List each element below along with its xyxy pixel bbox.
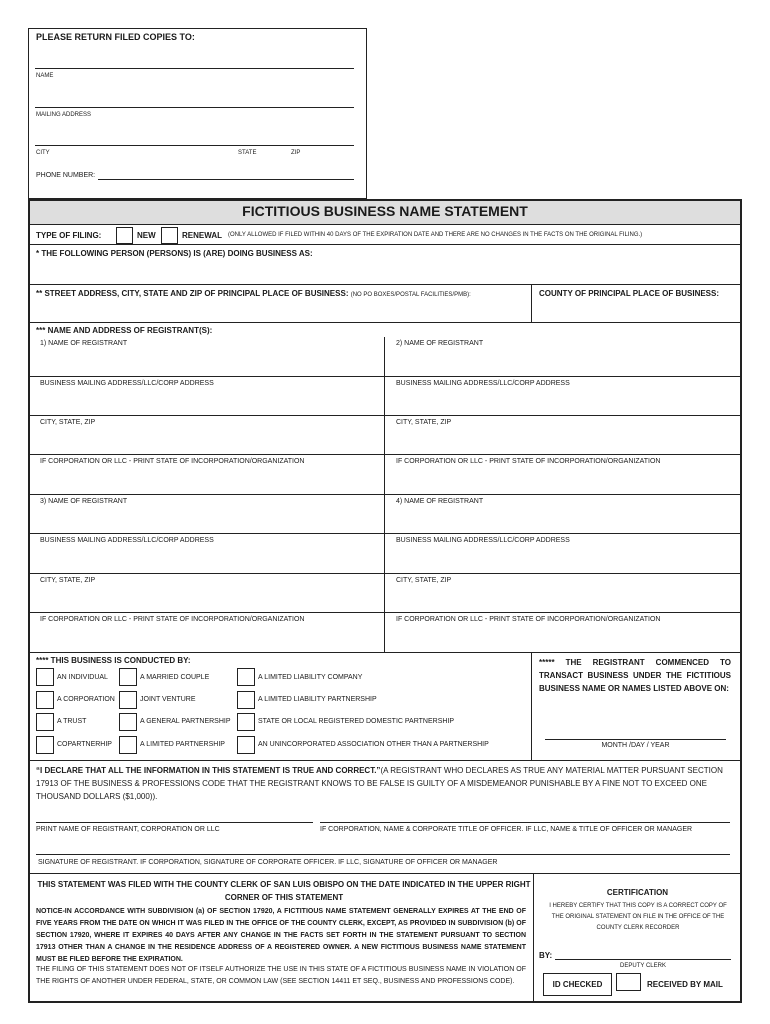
general-partnership-label: A GENERAL PARTNERSHIP	[140, 718, 231, 725]
registrant-3-name[interactable]: 3) NAME OF REGISTRANT	[40, 498, 128, 505]
print-name-line[interactable]	[36, 822, 313, 823]
person-heading: * THE FOLLOWING PERSON (PERSONS) IS (ARE) DOING BUSINESS AS:	[36, 249, 313, 258]
llp-checkbox[interactable]	[237, 691, 255, 709]
name-label: NAME	[36, 73, 54, 79]
copartnership-checkbox[interactable]	[36, 736, 54, 754]
mailing-address-line[interactable]	[35, 107, 354, 108]
general-partnership-checkbox[interactable]	[119, 713, 137, 731]
registrant-4-address[interactable]: BUSINESS MAILING ADDRESS/LLC/CORP ADDRESS	[396, 537, 570, 544]
conducted-heading: **** THIS BUSINESS IS CONDUCTED BY:	[36, 656, 191, 665]
id-checked-checkbox[interactable]	[616, 973, 641, 991]
registrant-2-name[interactable]: 2) NAME OF REGISTRANT	[396, 340, 484, 347]
commenced-date-label: MONTH /DAY / YEAR	[601, 742, 670, 749]
filing-heading: THIS STATEMENT WAS FILED WITH THE COUNTY CLERK OF SAN LUIS OBISPO ON THE DATE INDICATED IN THE UPPER RIGHT CORNER OF THIS STATEMENT	[37, 880, 531, 902]
received-by-mail-label: RECEIVED BY MAIL	[647, 980, 723, 989]
unincorporated-association-checkbox[interactable]	[237, 736, 255, 754]
individual-label: AN INDIVIDUAL	[57, 674, 108, 681]
limited-partnership-label: A LIMITED PARTNERSHIP	[140, 741, 225, 748]
phone-label: PHONE NUMBER:	[36, 172, 96, 179]
married-couple-checkbox[interactable]	[119, 668, 137, 686]
form-title: FICTITIOUS BUSINESS NAME STATEMENT	[242, 203, 528, 219]
registrant-3-address[interactable]: BUSINESS MAILING ADDRESS/LLC/CORP ADDRESS	[40, 537, 214, 544]
llc-checkbox[interactable]	[237, 668, 255, 686]
type-of-filing-label: TYPE OF FILING:	[36, 231, 102, 240]
corporation-checkbox[interactable]	[36, 691, 54, 709]
individual-checkbox[interactable]	[36, 668, 54, 686]
filing-notice: NOTICE-IN ACCORDANCE WITH SUBDIVISION (a) OF SECTION 17920, A FICTITIOUS NAME STATEMENT GENERALLY EXPIRES AT THE END OF FIVE YEARS FROM THE DATE ON WHICH IT WAS FILED IN THE OFFICE OF THE COUNTY CLERK, EXCEPT, AS PROVIDED IN SUBDIVISION (b) OF SECTION 17920, WHERE IT EXPIRES 40 DAYS AFTER ANY CHANGE IN THE FACTS SET FORTH IN THE STATEMENT PURSUANT TO SECTION 17913 OTHER THAN A CHANGE IN THE RESIDENCE ADDRESS OF A REGISTERED OWNER. A NEW FICTITIOUS BUSINESS NAME STATEMENT MUST BE FILED BEFORE THE EXPIRATION.	[36, 908, 526, 963]
registrant-heading: *** NAME AND ADDRESS OF REGISTRANT(S):	[36, 326, 213, 335]
llc-label: A LIMITED LIABILITY COMPANY	[258, 674, 363, 681]
deputy-clerk-label: DEPUTY CLERK	[620, 963, 666, 969]
commenced-date-line[interactable]	[545, 739, 726, 740]
filing-authorize: THE FILING OF THIS STATEMENT DOES NOT OF ITSELF AUTHORIZE THE USE IN THIS STATE OF A FICTITIOUS BUSINESS NAME IN VIOLATION OF THE RIGHTS OF ANOTHER UNDER FEDERAL, STATE, OR COMMON LAW (SEE SECTION 14411 ET SEQ., BUSINESS AND PROFESSIONS CODE).	[36, 966, 526, 985]
joint-venture-label: JOINT VENTURE	[140, 696, 196, 703]
street-heading-row	[36, 289, 471, 298]
renewal-note: (ONLY ALLOWED IF FILED WITHIN 40 DAYS OF THE EXPIRATION DATE AND THERE ARE NO CHANGES IN THE FACTS ON THE ORIGINAL FILING.)	[228, 232, 643, 238]
city-label: CITY	[36, 150, 50, 156]
joint-venture-checkbox[interactable]	[119, 691, 137, 709]
limited-partnership-checkbox[interactable]	[119, 736, 137, 754]
registrant-2-corp[interactable]: IF CORPORATION OR LLC - PRINT STATE OF INCORPORATION/ORGANIZATION	[396, 458, 661, 465]
trust-label: A TRUST	[57, 718, 87, 725]
registrant-4-city[interactable]: CITY, STATE, ZIP	[396, 577, 452, 584]
corporation-label: A CORPORATION	[57, 696, 115, 703]
registrant-4-name[interactable]: 4) NAME OF REGISTRANT	[396, 498, 484, 505]
declaration	[36, 764, 736, 803]
registrant-1-name[interactable]: 1) NAME OF REGISTRANT	[40, 340, 128, 347]
deputy-clerk-line[interactable]	[555, 959, 731, 960]
officer-label: IF CORPORATION, NAME & CORPORATE TITLE OF OFFICER. IF LLC, NAME & TITLE OF OFFICER OR MANAGER	[320, 826, 693, 833]
registrant-1-address[interactable]: BUSINESS MAILING ADDRESS/LLC/CORP ADDRESS	[40, 380, 214, 387]
new-checkbox[interactable]	[116, 227, 133, 244]
llp-label: A LIMITED LIABILITY PARTNERSHIP	[258, 696, 377, 703]
new-label: NEW	[137, 231, 156, 240]
married-couple-label: A MARRIED COUPLE	[140, 674, 210, 681]
state-label: STATE	[238, 150, 257, 156]
renewal-checkbox[interactable]	[161, 227, 178, 244]
zip-label: ZIP	[291, 150, 301, 156]
officer-line[interactable]	[320, 822, 730, 823]
domestic-partnership-checkbox[interactable]	[237, 713, 255, 731]
registrant-3-corp[interactable]: IF CORPORATION OR LLC - PRINT STATE OF INCORPORATION/ORGANIZATION	[40, 616, 305, 623]
street-heading: ** STREET ADDRESS, CITY, STATE AND ZIP OF PRINCIPAL PLACE OF BUSINESS:	[36, 289, 349, 298]
registrant-4-corp[interactable]: IF CORPORATION OR LLC - PRINT STATE OF INCORPORATION/ORGANIZATION	[396, 616, 661, 623]
registrant-1-corp[interactable]: IF CORPORATION OR LLC - PRINT STATE OF INCORPORATION/ORGANIZATION	[40, 458, 305, 465]
certification-text: I HEREBY CERTIFY THAT THIS COPY IS A CORRECT COPY OF THE ORIGINAL STATEMENT ON FILE IN THE OFFICE OF THE COUNTY CLERK RECORDER	[549, 903, 727, 931]
phone-line[interactable]	[98, 179, 354, 180]
county-heading: COUNTY OF PRINCIPAL PLACE OF BUSINESS:	[539, 289, 720, 298]
certification-title: CERTIFICATION	[606, 888, 669, 897]
street-note: (NO PO BOXES/POSTAL FACILITIES/PMB):	[350, 292, 471, 298]
signature-label: SIGNATURE OF REGISTRANT. IF CORPORATION, SIGNATURE OF CORPORATE OFFICER. IF LLC, SIGNATURE OF OFFICER OR MANAGER	[38, 859, 498, 866]
mailing-address-label: MAILING ADDRESS	[36, 112, 92, 118]
trust-checkbox[interactable]	[36, 713, 54, 731]
copartnership-label: COPARTNERHIP	[57, 741, 112, 748]
renewal-label: RENEWAL	[182, 231, 222, 240]
declaration-bold: “I DECLARE THAT ALL THE INFORMATION IN THIS STATEMENT IS TRUE AND CORRECT.”	[36, 766, 381, 775]
registrant-2-address[interactable]: BUSINESS MAILING ADDRESS/LLC/CORP ADDRESS	[396, 380, 570, 387]
return-box-title: PLEASE RETURN FILED COPIES TO:	[36, 32, 195, 42]
commenced-heading: ***** THE REGISTRANT COMMENCED TO TRANSACT BUSINESS UNDER THE FICTITIOUS BUSINESS NAME OR NAMES LISTED ABOVE ON:	[539, 658, 731, 693]
unincorporated-association-label: AN UNINCORPORATED ASSOCIATION OTHER THAN A PARTNERSHIP	[258, 741, 489, 748]
signature-line[interactable]	[36, 854, 730, 855]
registrant-3-city[interactable]: CITY, STATE, ZIP	[40, 577, 96, 584]
domestic-partnership-label: STATE OR LOCAL REGISTERED DOMESTIC PARTNERSHIP	[258, 718, 455, 725]
registrant-1-city[interactable]: CITY, STATE, ZIP	[40, 419, 96, 426]
registrant-2-city[interactable]: CITY, STATE, ZIP	[396, 419, 452, 426]
print-name-label: PRINT NAME OF REGISTRANT, CORPORATION OR LLC	[36, 826, 220, 833]
declaration-rest: (A REGISTRANT WHO DECLARES AS TRUE ANY MATERIAL MATTER PURSUANT SECTION 17913 OF THE BUSINESS & PROFESSIONS CODE THAT THE REGISTRANT KNOWS TO BE FALSE IS GUILTY OF A MISDEMEANOR PUNISHABLE BY A FINE NOT TO EXCEED ONE THOUSAND DOLLARS ($1,000)).	[36, 766, 723, 801]
city-state-zip-line[interactable]	[35, 145, 354, 146]
by-label: BY:	[539, 951, 553, 960]
id-checked-label: ID CHECKED	[552, 980, 603, 989]
name-line[interactable]	[35, 68, 354, 69]
